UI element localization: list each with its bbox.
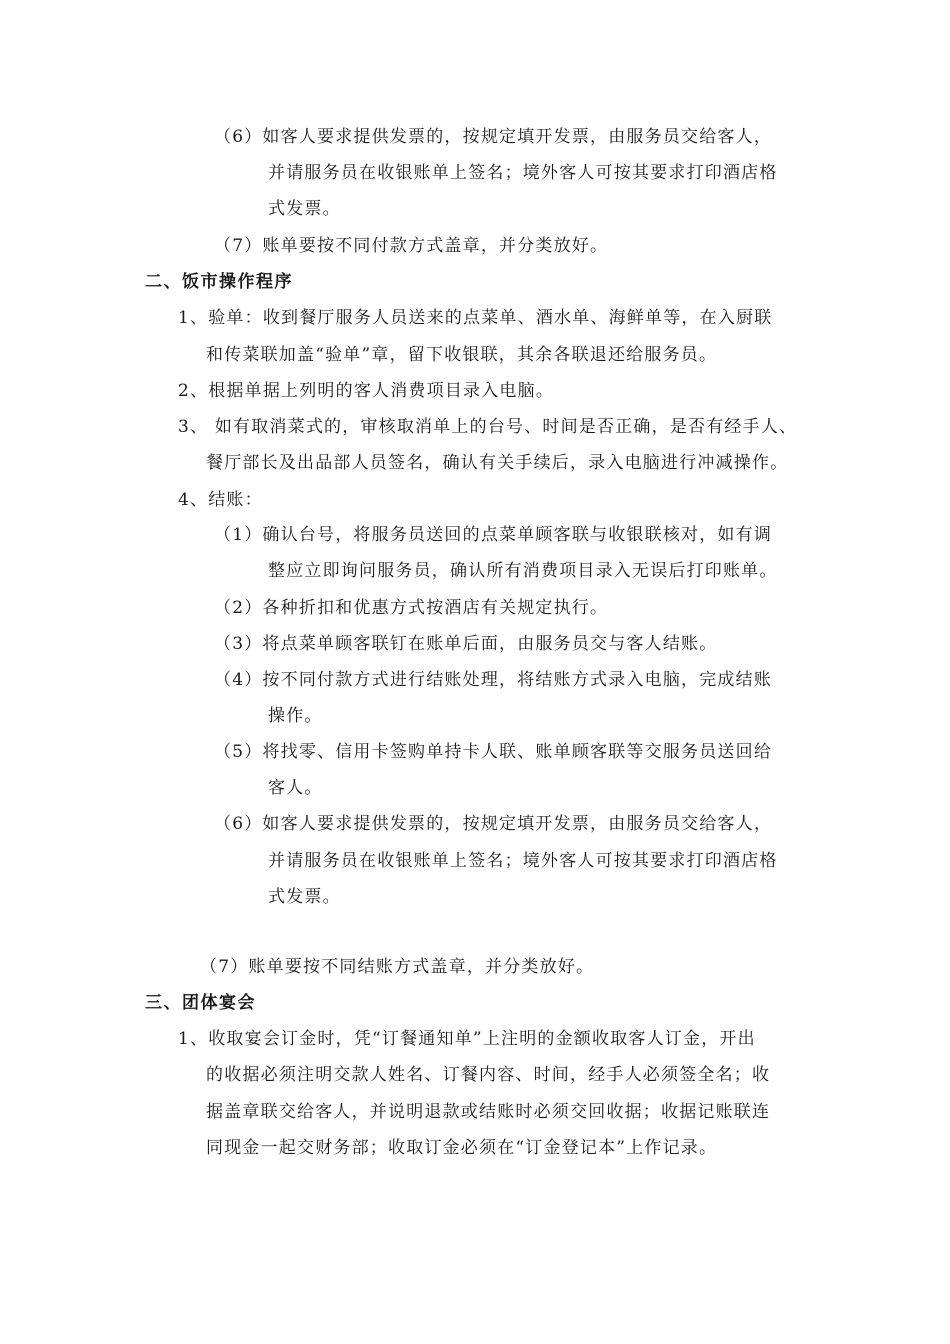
sec2-sub7: （7）账单要按不同结账方式盖章，并分类放好。 <box>200 957 595 977</box>
sec2-sub6-line3: 式发票。 <box>268 887 341 907</box>
sec2-sub4-line2: 操作。 <box>268 706 323 726</box>
sec3-step1-line2: 的收据必须注明交款人姓名、订餐内容、时间，经手人必须签全名；收 <box>206 1065 771 1085</box>
sec1-item6-line3: 式发票。 <box>268 199 341 219</box>
sec2-sub5-line1: （5）将找零、信用卡签购单持卡人联、账单顾客联等交服务员送回给 <box>214 742 773 762</box>
sec3-step1-line1: 1、收取宴会订金时，凭“订餐通知单”上注明的金额收取客人订金，开出 <box>178 1029 756 1049</box>
sec2-sub2: （2）各种折扣和优惠方式按酒店有关规定执行。 <box>214 598 609 618</box>
sec2-step2: 2、根据单据上列明的客人消费项目录入电脑。 <box>178 381 555 401</box>
sec2-step3-line1: 3、 如有取消菜式的，审核取消单上的台号、时间是否正确，是否有经手人、 <box>178 417 798 437</box>
sec2-sub1-line1: （1）确认台号，将服务员送回的点菜单顾客联与收银联核对，如有调 <box>214 525 773 545</box>
sec2-step3-line2: 餐厅部长及出品部人员签名，确认有关手续后，录入电脑进行冲减操作。 <box>206 453 789 473</box>
section3-heading: 三、团体宴会 <box>145 993 256 1013</box>
sec1-item6-line1: （6）如客人要求提供发票的，按规定填开发票，由服务员交给客人， <box>214 127 773 147</box>
sec2-sub4-line1: （4）按不同付款方式进行结账处理，将结账方式录入电脑，完成结账 <box>214 670 773 690</box>
sec2-step1-line1: 1、验单：收到餐厅服务人员送来的点菜单、酒水单、海鲜单等，在入厨联 <box>178 308 773 328</box>
sec2-sub6-line2: 并请服务员在收银账单上签名；境外客人可按其要求打印酒店格 <box>268 851 778 871</box>
sec1-item7: （7）账单要按不同付款方式盖章，并分类放好。 <box>214 236 609 256</box>
sec2-sub6-line1: （6）如客人要求提供发票的，按规定填开发票，由服务员交给客人， <box>214 814 773 834</box>
sec3-step1-line4: 同现金一起交财务部；收取订金必须在“订金登记本”上作记录。 <box>206 1138 718 1158</box>
section2-heading: 二、饭市操作程序 <box>145 272 293 292</box>
sec2-sub1-line2: 整应立即询问服务员，确认所有消费项目录入无误后打印账单。 <box>268 561 778 581</box>
sec2-sub5-line2: 客人。 <box>268 778 323 798</box>
sec2-sub3: （3）将点菜单顾客联钉在账单后面，由服务员交与客人结账。 <box>214 634 718 654</box>
sec3-step1-line3: 据盖章联交给客人，并说明退款或结账时必须交回收据；收据记账联连 <box>206 1102 771 1122</box>
sec2-step4: 4、结账： <box>178 490 263 510</box>
sec1-item6-line2: 并请服务员在收银账单上签名；境外客人可按其要求打印酒店格 <box>268 163 778 183</box>
sec2-step1-line2: 和传菜联加盖“验单”章，留下收银联，其余各联退还给服务员。 <box>206 345 718 365</box>
